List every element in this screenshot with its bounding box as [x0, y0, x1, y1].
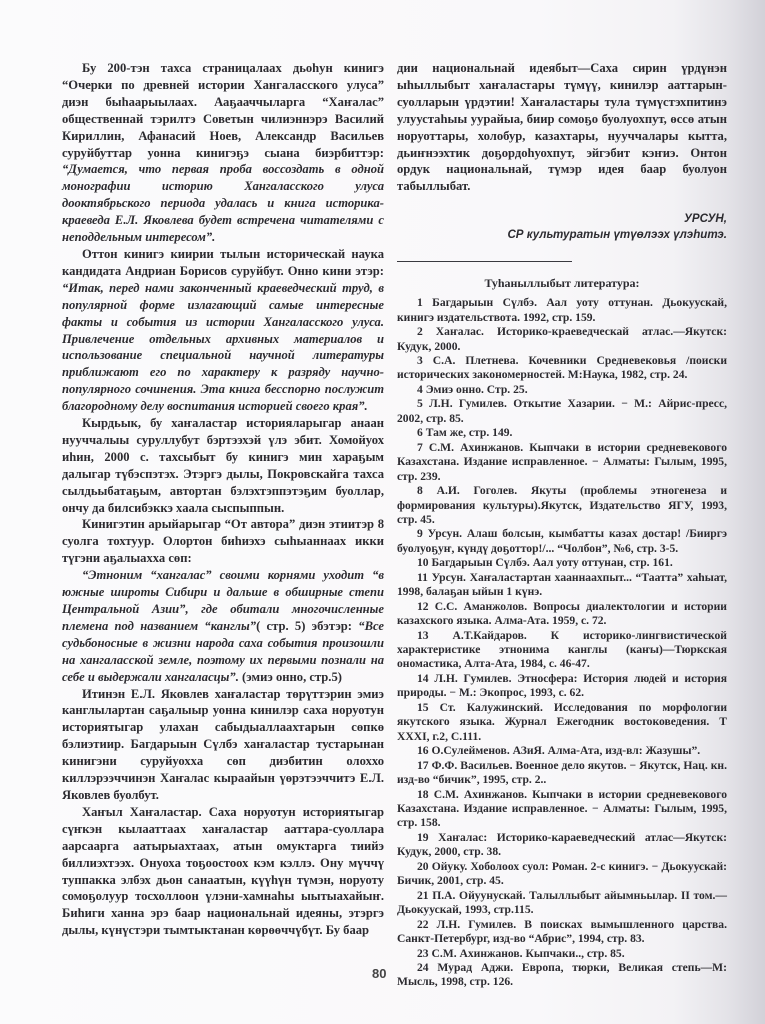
author-title: СР культуратын үтүөлээх үлэһитэ. [507, 228, 727, 242]
paragraph [62, 246, 384, 415]
reference-item: 12 С.С. Аманжолов. Вопросы диалектологии и истории казахского языка. Алма-Ата. 1959, с. 72. [397, 599, 727, 628]
reference-item: 21 П.А. Ойуунускай. Талыллыбыт айымньылар. II том.—Дьокуускай, 1993, стр.115. [397, 888, 727, 917]
paragraph [62, 415, 384, 516]
author-signature [397, 211, 727, 243]
paragraph [62, 60, 384, 246]
reference-item: 11 Урсун. Хаҥаластартан хааннаахпыт... “Таатта” хаһыат, 1998, балаҕан ыйын 1 күнэ. [397, 570, 727, 599]
paragraph-text: диэн быһаарыылаах. Ааҕааччыларга “Хаҥалас” общественнай тэрилтэ Советын чилиэннэрэ Василий Кириллин, Афанасий Ноев, Александр Васильев суруйбуттар уонна кинигэҕэ сыана биэрбиттэр: [62, 94, 384, 160]
left-column [62, 60, 384, 939]
paragraph-text: Бу 200-тэн тахса страницалаах дьоһун кинигэ [82, 61, 384, 75]
reference-item: 8 А.И. Гоголев. Якуты (проблемы этногенеза и формирования культуры).Якутск, Издательство ЯГУ, 1993, стр. 45. [397, 484, 727, 526]
paragraph [62, 567, 384, 685]
reference-item: 20 Ойуку. Хоболоох суол: Роман. 2-с кинигэ. − Дьокуускай: Бичик, 2001, стр. 45. [397, 859, 727, 888]
reference-item: 23 С.М. Ахинжанов. Кыпчаки.., стр. 85. [417, 946, 625, 960]
reference-item: 2 Хаҥалас. Историко-краеведческай атлас.—Якутск: Кудук, 2000. [397, 325, 727, 353]
reference-item: 19 Хаҥалас: Историко-караеведческий атлас—Якутск: Кудук, 2000, стр. 38. [397, 830, 727, 859]
reference-item: 10 Багдарыын Сүлбэ. Аал уоту оттунан, стр. 161. [417, 556, 673, 570]
references-heading: Туһаныллыбыт литература: [484, 276, 640, 291]
paragraph-text: Оттон кинигэ киирии тылын историческай наука кандидата Андриан Борисов суруйбут. Онно кини этэр: [62, 246, 384, 278]
italic-quote: “Этноним “хангалас” своими корнями уходит “в южные широты Сибири и дальше в обширные степи Центральной Азии”, где обитали многочисленные племена под названием “канглы” [62, 568, 384, 633]
book-title-quote: “Очерки по древней истории Хангаласского улуса” [62, 77, 384, 92]
paragraph-text: Хаҥыл Хаҥаластар. Саха норуотун историятыгар сүҥкэн кылааттаах хаҥаластар ааттара-суоллара аарсаарга аатырыахтаах, атын омуктарга тиийэ биллиэхтээх. Онуоха тоҕоостоох кэм кэллэ. Ону мүччү туппакка элбэх дьон санаатын, күүһүн түмэн, норуоту сомоҕолуур тосхоллоон үлэни-хамнаһы ыытыахайыҥ. Биһиги ханна эрэ баар национальнай идеяны, этэргэ дылы, күнүстэри тымтыктанан көрөөччүбүт. Бу баар [62, 804, 384, 938]
reference-item: 4 Эмиэ онно. Стр. 25. [417, 382, 528, 396]
paragraph [62, 516, 384, 567]
reference-item: 18 С.М. Ахинжанов. Кыпчаки в истории средневекового Казахстана. Издание исправленное. − Алматы: Гылым, 1995, стр. 158. [397, 787, 727, 830]
reference-item: 5 Л.Н. Гумилев. Откытие Хазарии. − М.: Айрис-пресс, 2002, стр. 85. [397, 397, 727, 425]
paragraph-text: Итинэн Е.Л. Яковлев хаҥаластар төрүттэрин эмиэ канглылартан саҕалыыр уонна кинилэр саха норуотун историятыгар улахан сабыдыаллаахтарын сөпкө бэлиэтиир. Багдарыын Сүлбэ хаҥаластар тустарынан кинигэни суруйуохха сөп диэбитин олоххо киллэрээччинэн Хаҥалас кыраайын үөрэтээччитэ Е.Л. Яковлев буолбут. [62, 686, 384, 802]
right-column [397, 60, 727, 990]
page-number: 80 [372, 966, 387, 981]
paragraph-text: Кинигэтин арыйарыгар “От автора” диэн этиитэр 8 суолга тохтуур. Олортон биһиэхэ сыһыаннаах икки түгэни аҕалыахха сөп: [62, 517, 384, 566]
paragraph [62, 686, 384, 804]
paragraph-text: ( стр. 5) эбэтэр: [256, 618, 359, 633]
italic-quote: “Итак, перед нами законченный краеведческий труд, в популярной форме излагающий самые интересные факты и события из истории Хангаласского улуса. Привлечение отдельных архивных материалов и использование специальной научной литературы приближают его по характеру к разряду научно-популярного сочинения. Эта книга бесспорно послужит благородному делу воспитания историей своего края”. [62, 280, 384, 414]
reference-item: 3 С.А. Плетнева. Кочевники Средневековья /поиски исторических закономерностей. М:Наука, 1982, стр. 24. [397, 353, 727, 382]
italic-quote: “Все судьбоносные в жизни народа саха события произошли на хангаласской земле, поэтому их первыми познали на себе и выдержали хангаласцы”. [62, 618, 384, 684]
reference-item: 24 Мурад Аджи. Европа, тюрки, Великая степь—М: Мысль, 1998, стр. 126. [397, 961, 727, 989]
paragraph-continuation: дии национальнай идеябыт—Саха сирин үрдүнэн ыһыллыбыт хаҥаластары түмүү, кинилэр ааттарын-суолларын үрдэтии! Хаҥаластары тула түмүстэхпитинэ улуустаһыы уурайыа, биир сомоҕо буолуохпут, өссө атын норуоттары, холобур, казахтары, нууччалары кытта, дьиҥнээхтик доҕордоһуохпут, эйгэбит кэҥиэ. Онтон ордук национальнай, түмэр идея баар буолуон табыллыбат. [397, 61, 727, 194]
reference-item: 9 Урсун. Алаш болсын, кымбатты казах достар! /Бииргэ буолуоҕуҥ, күндү доҕоттор!/... “Чолбон”, №6, стр. 3-5. [397, 527, 727, 555]
reference-item: 7 С.М. Ахинжанов. Кыпчаки в истории средневекового Казахстана. Издание исправленное. − Алматы: Гылым, 1995, стр. 239. [397, 440, 727, 483]
author-name: УРСУН, [684, 212, 727, 226]
paragraph-text: Кырдьык, бу хаҥаластар историяларыгар анаан нууччалыы суруллубут бэртээхэй үлэ эбит. Хомойуох иһин, 2000 с. тахсыбыт бу кинигэ мин хараҕым далыгар түбэспэтэх. Этэргэ дылы, Покровскайга тахса сылдьыбатаҕым, автортан бэлэхтэппэтэҕим буоллар, ончу да билсибэккэ хаала сыспыппын. [62, 416, 384, 515]
paragraph [62, 804, 384, 939]
reference-item: 22 Л.Н. Гумилев. В поисках вымышленного царства. Санкт-Петербург, изд-во “Абрис”, 1994, стр. 83. [397, 917, 727, 946]
references-list [397, 296, 727, 990]
reference-item: 1 Багдарыын Сүлбэ. Аал уоту оттунан. Дьокуускай, кинигэ издательствота. 1992, стр. 159. [397, 296, 727, 324]
section-divider [397, 261, 572, 262]
reference-item: 16 О.Сулейменов. АЗиЯ. Алма-Ата, изд-вл: Жазушы”. [417, 744, 701, 758]
reference-item: 6 Там же, стр. 149. [417, 426, 513, 440]
reference-item: 13 А.Т.Кайдаров. К историко-лингвистической характеристике этнонима канглы (каҥы)—Тюркская ономастика, Алта-Ата, 1984, с. 46-47. [397, 628, 727, 671]
reference-item: 14 Л.Н. Гумилев. Этносфера: История людей и история природы. − М.: Экопрос, 1993, с. 62. [397, 671, 727, 700]
reference-item: 15 Ст. Калужинский. Исследования по морфологии якутского языка. Журнал Ежегодник востоковедения. Т XXXI, г.2, С.111. [397, 700, 727, 743]
italic-quote: “Думается, что первая проба воссоздать в одной монографии историю Хангаласского улуса дооктябрьского периода удалась и книга историка-краеведа Е.Л. Яковлева будет встречена читателями с неподдельным интересом”. [62, 162, 384, 245]
paragraph-text: (эмиэ онно, стр.5) [238, 669, 342, 684]
reference-item: 17 Ф.Ф. Васильев. Военное дело якутов. − Якутск, Нац. кн. изд-во “бичик”, 1995, стр. 2.. [397, 758, 727, 787]
